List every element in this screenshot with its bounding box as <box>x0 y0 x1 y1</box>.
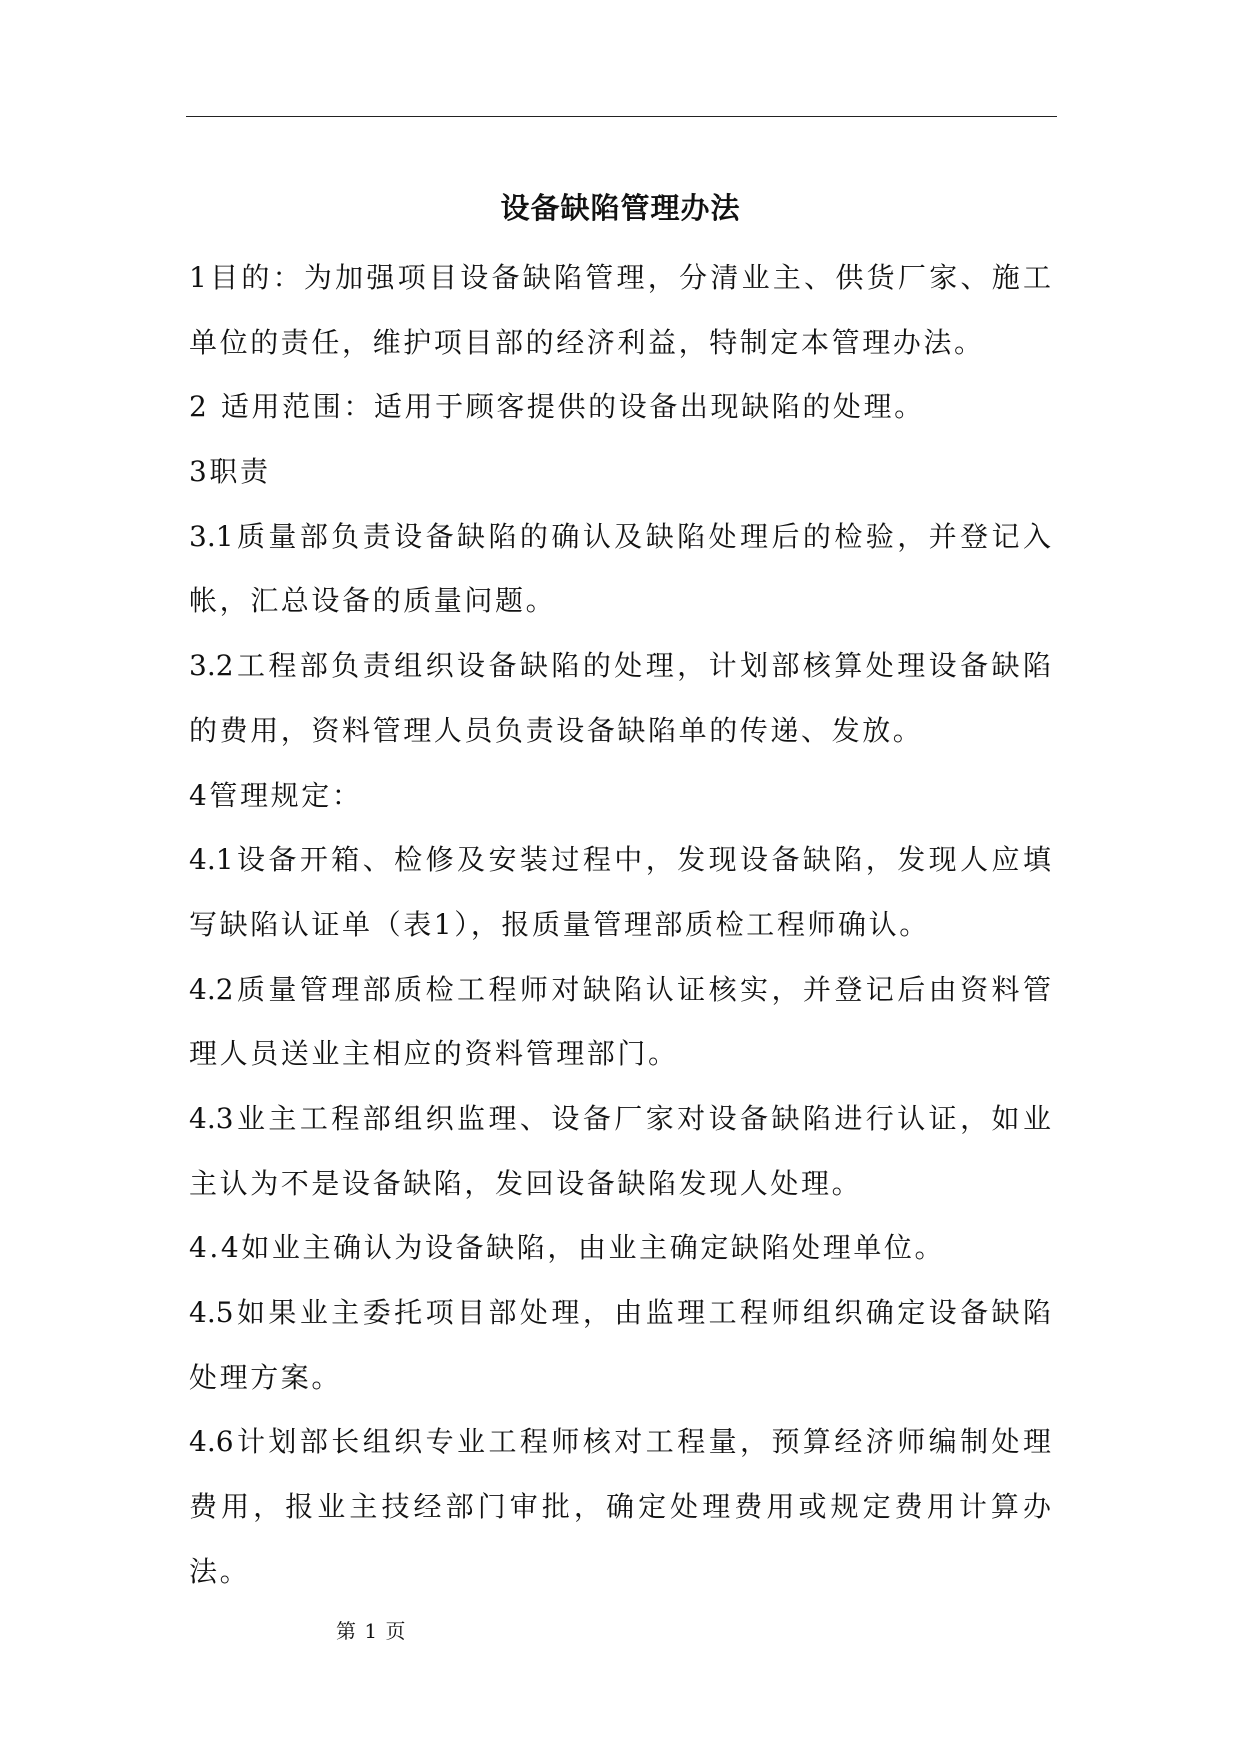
text-line: 4.6计划部长组织专业工程师核对工程量，预算经济师编制处理 <box>189 1425 1051 1459</box>
text-line: 2 适用范围：适用于顾客提供的设备出现缺陷的处理。 <box>189 390 925 424</box>
page-number: 第 1 页 <box>336 1619 407 1643</box>
text-line: 1目的：为加强项目设备缺陷管理，分清业主、供货厂家、施工 <box>189 261 1051 294</box>
document-body <box>189 246 1051 1604</box>
text-line: 的费用，资料管理人员负责设备缺陷单的传递、发放。 <box>189 713 924 747</box>
document-title: 设备缺陷管理办法 <box>500 191 741 225</box>
text-line: 3职责 <box>189 455 271 489</box>
header-rule <box>186 116 1057 117</box>
text-line: 费用，报业主技经部门审批，确定处理费用或规定费用计算办 <box>189 1490 1051 1524</box>
text-line: 3.2工程部负责组织设备缺陷的处理，计划部核算处理设备缺陷 <box>189 649 1051 683</box>
text-line: 主认为不是设备缺陷，发回设备缺陷发现人处理。 <box>189 1166 863 1200</box>
text-line: 写缺陷认证单（表1），报质量管理部质检工程师确认。 <box>189 907 930 941</box>
text-line: 3.1质量部负责设备缺陷的确认及缺陷处理后的检验，并登记入 <box>189 519 1051 553</box>
text-line: 单位的责任，维护项目部的经济利益，特制定本管理办法。 <box>189 325 985 359</box>
text-line: 帐，汇总设备的质量问题。 <box>189 584 557 618</box>
text-line: 4.2质量管理部质检工程师对缺陷认证核实，并登记后由资料管 <box>189 972 1051 1006</box>
text-line: 4.4如业主确认为设备缺陷，由业主确定缺陷处理单位。 <box>189 1231 946 1265</box>
text-line: 理人员送业主相应的资料管理部门。 <box>189 1037 679 1071</box>
text-line: 4.5如果业主委托项目部处理，由监理工程师组织确定设备缺陷 <box>189 1296 1051 1329</box>
text-line: 4.1设备开箱、检修及安装过程中，发现设备缺陷，发现人应填 <box>189 843 1051 877</box>
text-line: 4.3业主工程部组织监理、设备厂家对设备缺陷进行认证，如业 <box>189 1101 1051 1135</box>
text-line: 4管理规定： <box>189 778 363 812</box>
text-line: 法。 <box>189 1554 251 1588</box>
text-line: 处理方案。 <box>189 1360 343 1394</box>
